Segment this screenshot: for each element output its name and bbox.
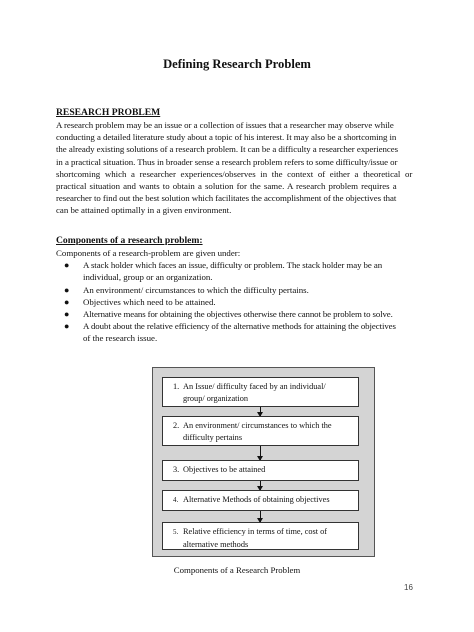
research-problem-section (56, 107, 420, 217)
flowchart-arrow (260, 481, 261, 490)
list-item-line: A stack holder which faces an issue, difficulty or problem. The stack holder may be an (83, 260, 383, 271)
list-item-line: of the research issue. (83, 333, 158, 344)
flowchart-box-number: 4. (173, 496, 179, 504)
bullet-dot-icon: ● (64, 284, 70, 295)
bullet-dot-icon: ● (64, 321, 70, 332)
page-title: Defining Research Problem (163, 57, 311, 71)
flowchart-box-number: 5. (173, 528, 179, 536)
list-item (56, 259, 420, 283)
flowchart-box-text: An environment/ circumstances to which the (183, 421, 332, 430)
list-item (56, 320, 420, 344)
flowchart-box-text: difficulty pertains (183, 432, 243, 442)
list-item-line: An environment/ circumstances to which the difficulty pertains. (83, 284, 309, 295)
flowchart-box-text: group/ organization (183, 393, 249, 403)
components-section (56, 235, 420, 345)
flowchart-box-text: alternative methods (183, 539, 249, 549)
flowchart-box-number: 2. (173, 421, 180, 430)
list-item (56, 308, 420, 320)
flowchart-box-text: An Issue/ difficulty faced by an individual/ (183, 382, 326, 391)
section-heading-research-problem: RESEARCH PROBLEM (56, 107, 161, 118)
paragraph-line: in a practical situation. Thus in broader sense a research problem refers to some difficulty/issue or (56, 156, 398, 167)
list-item-line: individual, group or an organization. (83, 272, 213, 283)
paragraph-line: the already existing solutions of a research problem. It can be a difficulty a researcher experiences (56, 144, 398, 155)
list-item-line: Objectives which need to be attained. (83, 296, 216, 307)
components-list (56, 259, 420, 344)
components-intro: Components of a research-problem are given under: (56, 248, 241, 258)
flowchart-box-number: 3. (173, 465, 180, 474)
paragraph-line: practical situation and wants to obtain a solution for the same. A research problem requires a (56, 181, 397, 192)
flowchart-box-4 (162, 490, 359, 511)
figure-caption: Components of a Research Problem (173, 565, 301, 575)
bullet-dot-icon: ● (64, 296, 70, 307)
flowchart-box-1 (162, 377, 359, 407)
page-number: 16 (404, 583, 413, 592)
flowchart-arrow (260, 511, 261, 522)
section-heading-components: Components of a research problem: (56, 235, 203, 246)
bullet-dot-icon: ● (64, 309, 70, 320)
paragraph-line: conducting a detailed literature study about a topic of his interest. It may also be a shortcoming in (56, 132, 397, 143)
flowchart-box-3 (162, 460, 359, 481)
paragraph-line: A research problem may be an issue or a collection of issues that a researcher may observe while (56, 120, 394, 130)
paragraph-line: can be attained optimally in a given environment. (56, 205, 232, 216)
list-item-line: A doubt about the relative efficiency of the alternative methods for attaining the objectives (83, 321, 396, 332)
flowchart-arrow (260, 407, 261, 416)
bullet-dot-icon: ● (64, 260, 70, 271)
list-item (56, 284, 420, 296)
flowchart-box-text: Alternative Methods of obtaining objectives (183, 495, 330, 504)
list-item-line: Alternative means for obtaining the objectives otherwise there cannot be problem to solve. (83, 309, 393, 320)
flowchart-box-number: 1. (173, 382, 180, 391)
paragraph-line: shortcoming which a researcher experiences/observes in the context of either a theoretical or (56, 168, 413, 179)
flowchart-box-text: Relative efficiency in terms of time, cost of (183, 527, 328, 536)
research-problem-paragraph (56, 119, 420, 217)
flowchart-box-5 (162, 522, 359, 550)
paragraph-line: researcher to find out the best solution which facilitates the accomplishment of the objectives that (56, 193, 397, 204)
flowchart-box-text: Objectives to be attained (183, 465, 266, 474)
flowchart-box-2 (162, 416, 359, 446)
flowchart-arrow (260, 446, 261, 460)
list-item (56, 296, 420, 308)
